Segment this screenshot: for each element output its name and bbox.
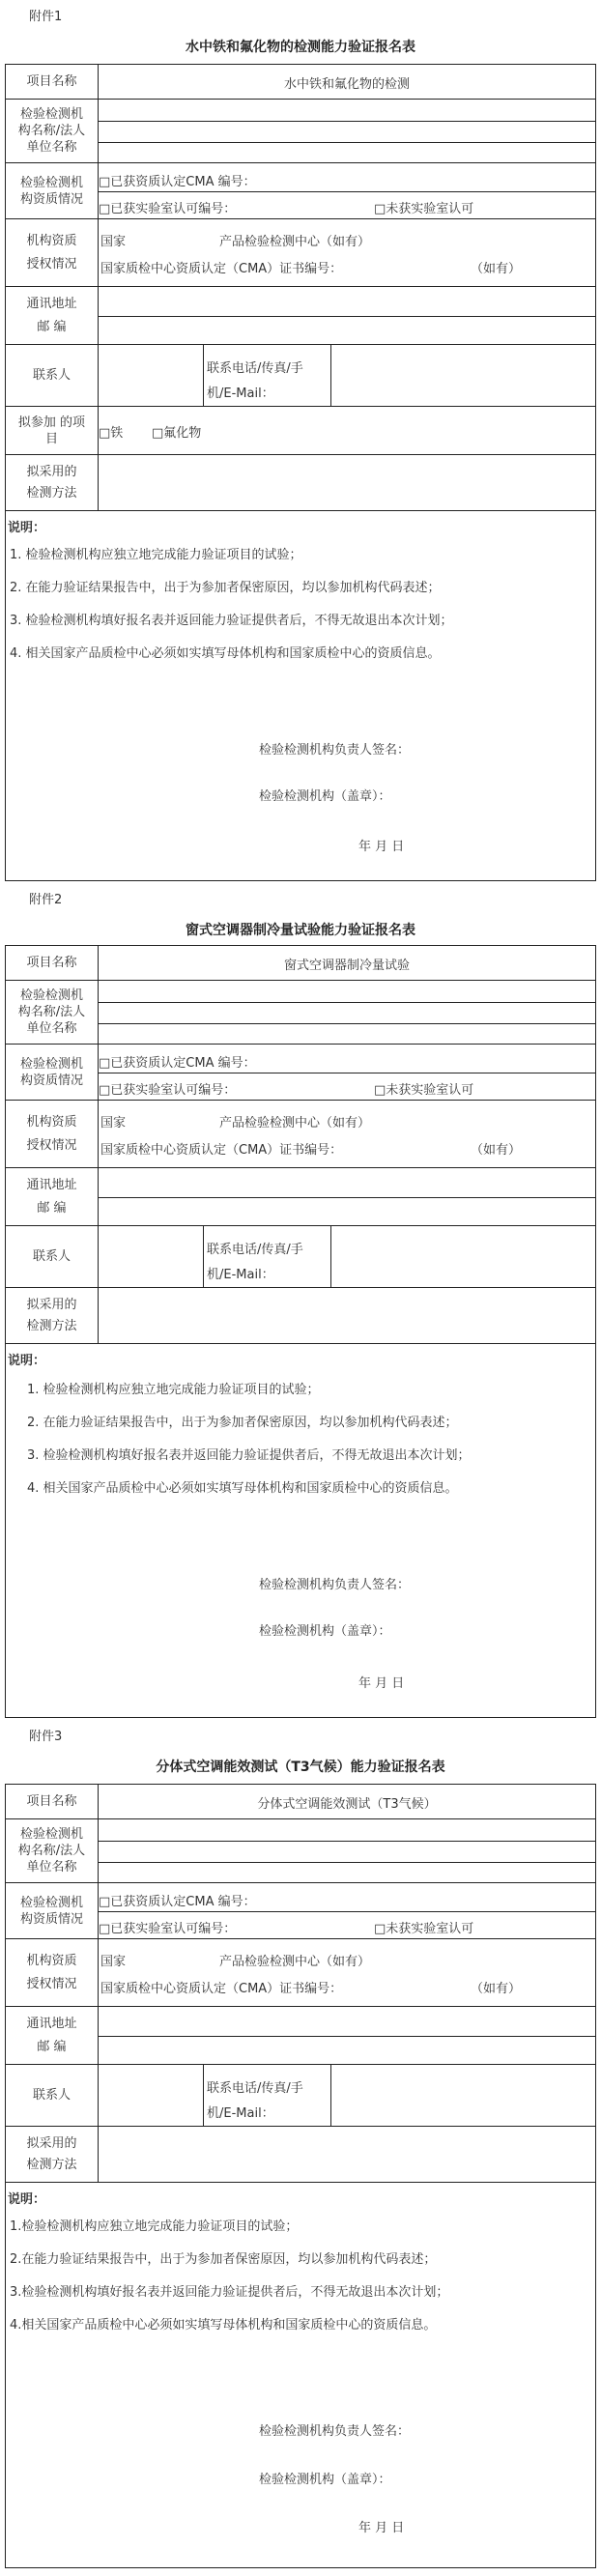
qualification-row xyxy=(6,163,595,219)
qualification-label xyxy=(6,163,99,218)
address-row xyxy=(6,1168,595,1226)
authorization-label-line: 机构资质 xyxy=(26,1114,77,1130)
authorization-label-line: 授权情况 xyxy=(26,1976,77,1991)
lab-name-label xyxy=(6,100,99,162)
if-any-text: （如有） xyxy=(471,1143,522,1158)
seal-line: 检验检测机构（盖章）： xyxy=(259,789,391,804)
note-item: 1.检验检测机构应独立地完成能力验证项目的试验； xyxy=(10,2219,299,2234)
lab-name-label-line: 单位名称 xyxy=(26,140,77,155)
qualification-row xyxy=(6,1883,595,1939)
address-input-cell[interactable] xyxy=(99,2007,595,2064)
contact-row xyxy=(6,2065,595,2127)
note-item: 1. 检验检测机构应独立地完成能力验证项目的试验； xyxy=(27,1383,320,1397)
authorization-row xyxy=(6,219,595,287)
contact-label: 联系人 xyxy=(6,345,99,406)
cma-checkbox[interactable]: □已获资质认定CMA 编号： xyxy=(99,1895,256,1909)
project-name-value: 分体式空调能效测试（T3气候） xyxy=(257,1797,437,1812)
authorization-label xyxy=(6,1101,99,1167)
phone-input[interactable] xyxy=(331,1226,595,1287)
contact-input[interactable] xyxy=(99,345,203,406)
lab-name-row xyxy=(6,981,595,1045)
method-label-line: 检测方法 xyxy=(26,485,77,501)
registration-form xyxy=(5,1784,596,2568)
project-name-row xyxy=(6,65,595,100)
phone-label-line: 联系电话/传真/手 xyxy=(207,2081,303,2096)
contact-row xyxy=(6,1226,595,1288)
attachment-label: 附件1 xyxy=(29,10,63,24)
qualification-cell xyxy=(99,163,595,218)
contact-cell xyxy=(99,345,595,406)
date-line: 年 月 日 xyxy=(358,840,405,854)
note-item: 3.检验检测机构填好报名表并返回能力验证提供者后，不得无故退出本次计划； xyxy=(10,2285,449,2300)
qualification-cell xyxy=(99,1883,595,1938)
address-label-line: 通讯地址 xyxy=(26,2016,77,2031)
authorization-label-line: 机构资质 xyxy=(26,233,77,248)
address-label-line: 通讯地址 xyxy=(26,1177,77,1192)
cert-text: 国家质检中心资质认定（CMA）证书编号： xyxy=(100,1982,343,1996)
lab-name-label-line: 检验检测机 xyxy=(19,1827,83,1842)
phone-label xyxy=(207,2076,303,2127)
iron-checkbox[interactable]: □铁 xyxy=(99,426,124,441)
notes-heading: 说明： xyxy=(8,521,46,535)
cnas-checkbox[interactable]: □已获实验室认可编号： xyxy=(99,1922,237,1936)
phone-label xyxy=(207,357,303,407)
authorization-label xyxy=(6,1939,99,2006)
lab-name-label xyxy=(6,981,99,1044)
qualification-label-line: 检验检测机 xyxy=(19,175,83,190)
project-name-value-cell[interactable] xyxy=(99,1785,595,1818)
lab-name-label-line: 单位名称 xyxy=(26,1860,77,1875)
project-name-value: 水中铁和氟化物的检测 xyxy=(283,77,410,92)
method-row xyxy=(6,2127,595,2183)
authorization-cell xyxy=(99,1101,595,1167)
items-label xyxy=(6,407,99,454)
contact-cell xyxy=(99,1226,595,1287)
authorization-label-line: 授权情况 xyxy=(26,256,77,272)
project-name-row xyxy=(6,1785,595,1819)
method-label-line: 拟采用的 xyxy=(26,464,77,479)
note-item: 2. 在能力验证结果报告中，出于为参加者保密原因，均以参加机构代码表述； xyxy=(27,1416,458,1430)
seal-line: 检验检测机构（盖章）： xyxy=(259,1624,391,1639)
items-label-line: 目 xyxy=(44,431,58,446)
phone-label-line: 机/E-Mail： xyxy=(207,2106,274,2121)
registration-form xyxy=(5,64,596,881)
authorization-cell xyxy=(99,1939,595,2006)
address-label xyxy=(6,287,99,344)
center-text: 产品检验检测中心（如有） xyxy=(219,235,371,249)
qualification-label-line: 构资质情况 xyxy=(19,191,83,207)
address-label xyxy=(6,2007,99,2064)
address-label-line: 邮 编 xyxy=(37,1200,67,1216)
lab-name-input-cell[interactable] xyxy=(99,981,595,1044)
authorization-row xyxy=(6,1101,595,1168)
address-row xyxy=(6,287,595,345)
authorization-cell xyxy=(99,219,595,286)
method-label-line: 拟采用的 xyxy=(26,1297,77,1312)
cnas-checkbox[interactable]: □已获实验室认可编号： xyxy=(99,1083,237,1098)
notes-section xyxy=(6,1344,595,1719)
lab-name-label-line: 检验检测机 xyxy=(19,107,83,122)
project-name-row xyxy=(6,946,595,981)
authorization-row xyxy=(6,1939,595,2007)
note-item: 2. 在能力验证结果报告中，出于为参加者保密原因，均以参加机构代码表述； xyxy=(10,581,441,595)
qualification-label xyxy=(6,1883,99,1938)
lab-name-label xyxy=(6,1819,99,1882)
method-label xyxy=(6,2127,99,2182)
authorization-label-line: 授权情况 xyxy=(26,1137,77,1153)
address-label-line: 邮 编 xyxy=(37,2039,67,2054)
seal-line: 检验检测机构（盖章）： xyxy=(259,2473,391,2487)
form-title: 分体式空调能效测试（T3气候）能力验证报名表 xyxy=(156,1760,445,1775)
address-row xyxy=(6,2007,595,2065)
method-row xyxy=(6,1288,595,1344)
cma-checkbox[interactable]: □已获资质认定CMA 编号： xyxy=(99,1056,256,1071)
signature-line: 检验检测机构负责人签名： xyxy=(259,1578,411,1592)
address-label-line: 通讯地址 xyxy=(26,296,77,311)
items-row xyxy=(6,407,595,455)
notes-section xyxy=(6,2183,595,2567)
project-name-value-cell[interactable] xyxy=(99,65,595,99)
no-cnas-checkbox[interactable]: □未获实验室认可 xyxy=(374,1922,474,1936)
address-label-line: 邮 编 xyxy=(37,319,67,334)
lab-name-label-line: 构名称/法人 xyxy=(17,1844,86,1858)
method-label-line: 拟采用的 xyxy=(26,2135,77,2151)
project-name-label: 项目名称 xyxy=(6,65,99,99)
attachment-label: 附件2 xyxy=(29,893,63,907)
registration-form xyxy=(5,945,596,1718)
phone-label-line: 联系电话/传真/手 xyxy=(207,1243,303,1257)
qualification-label-line: 检验检测机 xyxy=(19,1895,83,1910)
no-cnas-checkbox[interactable]: □未获实验室认可 xyxy=(374,1083,474,1098)
phone-label xyxy=(207,1238,303,1288)
method-input-cell[interactable] xyxy=(99,2127,595,2182)
note-item: 3. 检验检测机构填好报名表并返回能力验证提供者后，不得无故退出本次计划； xyxy=(27,1448,471,1463)
contact-row xyxy=(6,345,595,407)
items-label-line: 拟参加 的项 xyxy=(17,415,86,430)
qualification-label-line: 构资质情况 xyxy=(19,1911,83,1927)
phone-input[interactable] xyxy=(331,345,595,406)
note-item: 4. 相关国家产品质检中心必须如实填写母体机构和国家质检中心的资质信息。 xyxy=(10,646,441,661)
method-row xyxy=(6,455,595,511)
method-input-cell[interactable] xyxy=(99,455,595,510)
center-text: 产品检验检测中心（如有） xyxy=(219,1955,371,1969)
lab-name-input-cell[interactable] xyxy=(99,100,595,162)
cnas-checkbox[interactable]: □已获实验室认可编号： xyxy=(99,202,237,216)
contact-label: 联系人 xyxy=(6,1226,99,1287)
items-cell xyxy=(99,407,595,454)
cert-text: 国家质检中心资质认定（CMA）证书编号： xyxy=(100,1143,343,1158)
cert-text: 国家质检中心资质认定（CMA）证书编号： xyxy=(100,262,343,276)
contact-input[interactable] xyxy=(99,2065,203,2126)
authorization-label xyxy=(6,219,99,286)
form-title: 水中铁和氟化物的检测能力验证报名表 xyxy=(186,40,415,55)
fluoride-checkbox[interactable]: □氟化物 xyxy=(152,426,202,441)
note-item: 1. 检验检测机构应独立地完成能力验证项目的试验； xyxy=(10,548,302,562)
project-name-label: 项目名称 xyxy=(6,1785,99,1818)
signature-line: 检验检测机构负责人签名： xyxy=(259,743,411,758)
method-label xyxy=(6,455,99,510)
national-text: 国家 xyxy=(100,1116,127,1131)
form-title: 窗式空调器制冷量试验能力验证报名表 xyxy=(186,923,415,938)
address-input-cell[interactable] xyxy=(99,287,595,344)
phone-label-line: 机/E-Mail： xyxy=(207,1268,274,1282)
national-text: 国家 xyxy=(100,235,127,249)
phone-input[interactable] xyxy=(331,2065,595,2126)
signature-line: 检验检测机构负责人签名： xyxy=(259,2424,411,2439)
project-name-value-cell[interactable] xyxy=(99,946,595,980)
if-any-text: （如有） xyxy=(471,1982,522,1996)
phone-label-line: 联系电话/传真/手 xyxy=(207,361,303,376)
qualification-label xyxy=(6,1045,99,1100)
no-cnas-checkbox[interactable]: □未获实验室认可 xyxy=(374,202,474,216)
national-text: 国家 xyxy=(100,1955,127,1969)
note-item: 4.相关国家产品质检中心必须如实填写母体机构和国家质检中心的资质信息。 xyxy=(10,2318,437,2333)
note-item: 2.在能力验证结果报告中，出于为参加者保密原因，均以参加机构代码表述； xyxy=(10,2252,437,2267)
date-line: 年 月 日 xyxy=(358,2521,405,2535)
notes-heading: 说明： xyxy=(8,1354,46,1368)
lab-name-label-line: 检验检测机 xyxy=(19,988,83,1003)
project-name-value: 窗式空调器制冷量试验 xyxy=(283,959,410,973)
lab-name-row xyxy=(6,100,595,163)
address-input-cell[interactable] xyxy=(99,1168,595,1225)
contact-label: 联系人 xyxy=(6,2065,99,2126)
address-label xyxy=(6,1168,99,1225)
lab-name-label-line: 单位名称 xyxy=(26,1021,77,1036)
qualification-label-line: 检验检测机 xyxy=(19,1056,83,1072)
if-any-text: （如有） xyxy=(471,262,522,276)
lab-name-input-cell[interactable] xyxy=(99,1819,595,1882)
notes-heading: 说明： xyxy=(8,2192,46,2207)
qualification-row xyxy=(6,1045,595,1101)
phone-label-line: 机/E-Mail： xyxy=(207,386,274,401)
authorization-label-line: 机构资质 xyxy=(26,1953,77,1968)
lab-name-row xyxy=(6,1819,595,1883)
method-label xyxy=(6,1288,99,1343)
notes-section xyxy=(6,511,595,880)
qualification-cell xyxy=(99,1045,595,1100)
cma-checkbox[interactable]: □已获资质认定CMA 编号： xyxy=(99,175,256,189)
method-label-line: 检测方法 xyxy=(26,2157,77,2172)
note-item: 4. 相关国家产品质检中心必须如实填写母体机构和国家质检中心的资质信息。 xyxy=(27,1481,458,1496)
date-line: 年 月 日 xyxy=(358,1676,405,1691)
contact-input[interactable] xyxy=(99,1226,203,1287)
method-input-cell[interactable] xyxy=(99,1288,595,1343)
lab-name-label-line: 构名称/法人 xyxy=(17,124,86,138)
center-text: 产品检验检测中心（如有） xyxy=(219,1116,371,1131)
method-label-line: 检测方法 xyxy=(26,1318,77,1333)
note-item: 3. 检验检测机构填好报名表并返回能力验证提供者后，不得无故退出本次计划； xyxy=(10,614,453,628)
lab-name-label-line: 构名称/法人 xyxy=(17,1005,86,1019)
attachment-label: 附件3 xyxy=(29,1730,63,1744)
contact-cell xyxy=(99,2065,595,2126)
project-name-label: 项目名称 xyxy=(6,946,99,980)
qualification-label-line: 构资质情况 xyxy=(19,1073,83,1088)
